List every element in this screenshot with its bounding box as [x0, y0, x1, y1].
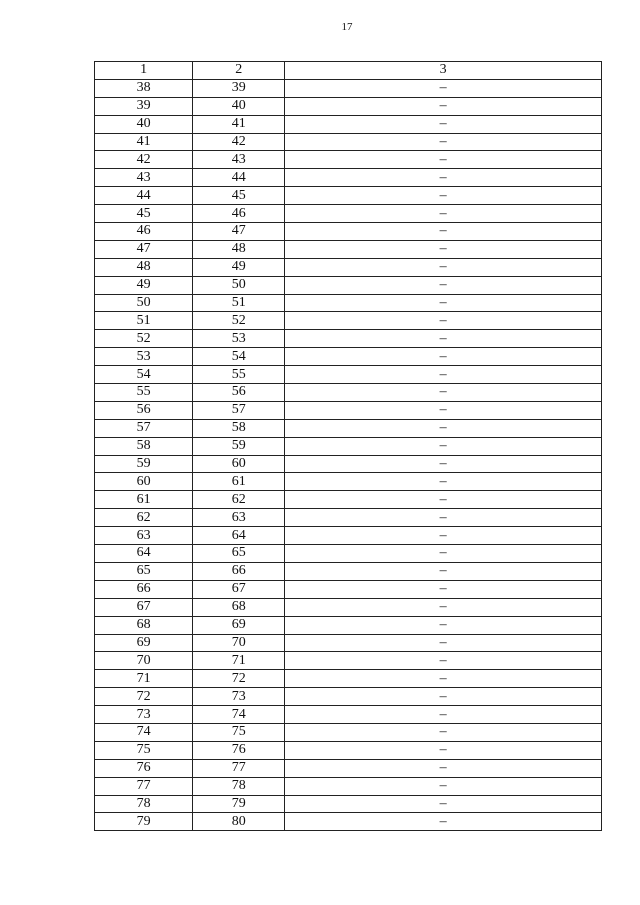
table-cell-col-2: 78 — [193, 777, 285, 795]
table-cell-col-1: 63 — [95, 527, 193, 545]
table-cell-col-3: – — [285, 509, 602, 527]
table-row — [95, 294, 602, 312]
table-cell-col-2: 67 — [193, 580, 285, 598]
table-row — [95, 634, 602, 652]
table-cell-col-1: 67 — [95, 598, 193, 616]
table-cell-col-1: 52 — [95, 330, 193, 348]
table-cell-col-1: 43 — [95, 169, 193, 187]
table-row — [95, 401, 602, 419]
table-cell-col-3: – — [285, 240, 602, 258]
table-row — [95, 455, 602, 473]
table-row — [95, 562, 602, 580]
table-cell-col-1: 49 — [95, 276, 193, 294]
table-cell-col-3: – — [285, 759, 602, 777]
table-cell-col-3: – — [285, 330, 602, 348]
table-cell-col-2: 65 — [193, 545, 285, 563]
table-row — [95, 491, 602, 509]
table-row — [95, 366, 602, 384]
table-cell-col-3: – — [285, 688, 602, 706]
table-cell-col-3: – — [285, 545, 602, 563]
table-cell-col-3: – — [285, 276, 602, 294]
table-cell-col-3: – — [285, 741, 602, 759]
table-row — [95, 151, 602, 169]
table-row — [95, 741, 602, 759]
table-cell-col-3: – — [285, 455, 602, 473]
table-row — [95, 187, 602, 205]
table-row — [95, 723, 602, 741]
table-row — [95, 258, 602, 276]
table-body — [95, 79, 602, 830]
table-cell-col-3: – — [285, 79, 602, 97]
table-row — [95, 384, 602, 402]
table-cell-col-3: – — [285, 115, 602, 133]
table-row — [95, 670, 602, 688]
table-row — [95, 169, 602, 187]
table-cell-col-3: – — [285, 598, 602, 616]
table-cell-col-2: 58 — [193, 419, 285, 437]
table-cell-col-3: – — [285, 670, 602, 688]
table-cell-col-1: 64 — [95, 545, 193, 563]
data-table — [94, 61, 602, 831]
table-row — [95, 348, 602, 366]
table-cell-col-3: – — [285, 223, 602, 241]
table-cell-col-3: – — [285, 187, 602, 205]
table-cell-col-2: 71 — [193, 652, 285, 670]
table-cell-col-1: 41 — [95, 133, 193, 151]
table-cell-col-2: 57 — [193, 401, 285, 419]
table-cell-col-3: – — [285, 562, 602, 580]
table-cell-col-2: 50 — [193, 276, 285, 294]
table-row — [95, 813, 602, 831]
table-cell-col-3: – — [285, 795, 602, 813]
column-header-1: 1 — [95, 62, 193, 80]
table-cell-col-3: – — [285, 312, 602, 330]
table-row — [95, 97, 602, 115]
table-cell-col-2: 40 — [193, 97, 285, 115]
table-cell-col-2: 74 — [193, 706, 285, 724]
table-cell-col-3: – — [285, 169, 602, 187]
table-row — [95, 419, 602, 437]
table-cell-col-2: 55 — [193, 366, 285, 384]
table-cell-col-3: – — [285, 634, 602, 652]
table-cell-col-3: – — [285, 258, 602, 276]
column-header-2: 2 — [193, 62, 285, 80]
table-cell-col-2: 80 — [193, 813, 285, 831]
table-row — [95, 223, 602, 241]
table-cell-col-2: 52 — [193, 312, 285, 330]
table-cell-col-1: 72 — [95, 688, 193, 706]
table-cell-col-2: 79 — [193, 795, 285, 813]
column-header-3: 3 — [285, 62, 602, 80]
table-cell-col-1: 70 — [95, 652, 193, 670]
table-cell-col-3: – — [285, 151, 602, 169]
table-cell-col-1: 48 — [95, 258, 193, 276]
table-cell-col-2: 72 — [193, 670, 285, 688]
table-cell-col-1: 68 — [95, 616, 193, 634]
table-row — [95, 509, 602, 527]
table-row — [95, 240, 602, 258]
table-cell-col-2: 76 — [193, 741, 285, 759]
table-cell-col-2: 60 — [193, 455, 285, 473]
table-cell-col-1: 57 — [95, 419, 193, 437]
table-cell-col-1: 59 — [95, 455, 193, 473]
table-cell-col-1: 53 — [95, 348, 193, 366]
table-cell-col-3: – — [285, 652, 602, 670]
table-cell-col-2: 41 — [193, 115, 285, 133]
table-cell-col-2: 54 — [193, 348, 285, 366]
table-cell-col-2: 69 — [193, 616, 285, 634]
table-cell-col-1: 66 — [95, 580, 193, 598]
table-cell-col-1: 38 — [95, 79, 193, 97]
table-cell-col-2: 62 — [193, 491, 285, 509]
table-cell-col-2: 66 — [193, 562, 285, 580]
table-cell-col-1: 78 — [95, 795, 193, 813]
table-cell-col-2: 39 — [193, 79, 285, 97]
table-cell-col-1: 39 — [95, 97, 193, 115]
table-row — [95, 527, 602, 545]
table-cell-col-3: – — [285, 366, 602, 384]
table-cell-col-2: 59 — [193, 437, 285, 455]
table-cell-col-1: 55 — [95, 384, 193, 402]
table-cell-col-1: 46 — [95, 223, 193, 241]
table-cell-col-1: 62 — [95, 509, 193, 527]
table-row — [95, 79, 602, 97]
table-row — [95, 330, 602, 348]
table-row — [95, 205, 602, 223]
table-cell-col-1: 74 — [95, 723, 193, 741]
table-cell-col-3: – — [285, 580, 602, 598]
table-cell-col-2: 56 — [193, 384, 285, 402]
table-row — [95, 706, 602, 724]
table-cell-col-2: 53 — [193, 330, 285, 348]
table-cell-col-2: 48 — [193, 240, 285, 258]
page-number: 17 — [341, 21, 353, 33]
table-row — [95, 598, 602, 616]
table-cell-col-2: 49 — [193, 258, 285, 276]
table-cell-col-3: – — [285, 133, 602, 151]
table-cell-col-1: 54 — [95, 366, 193, 384]
table-cell-col-2: 44 — [193, 169, 285, 187]
table-row — [95, 795, 602, 813]
table-cell-col-1: 69 — [95, 634, 193, 652]
table-row — [95, 580, 602, 598]
table-cell-col-1: 56 — [95, 401, 193, 419]
table-row — [95, 652, 602, 670]
table-cell-col-1: 40 — [95, 115, 193, 133]
table-cell-col-1: 77 — [95, 777, 193, 795]
table-cell-col-3: – — [285, 723, 602, 741]
table-row — [95, 759, 602, 777]
table-cell-col-2: 45 — [193, 187, 285, 205]
table-cell-col-3: – — [285, 527, 602, 545]
table-cell-col-2: 51 — [193, 294, 285, 312]
table-cell-col-2: 75 — [193, 723, 285, 741]
table-cell-col-2: 43 — [193, 151, 285, 169]
table-cell-col-2: 61 — [193, 473, 285, 491]
table-cell-col-3: – — [285, 97, 602, 115]
table-row — [95, 312, 602, 330]
table-cell-col-1: 47 — [95, 240, 193, 258]
table-cell-col-3: – — [285, 205, 602, 223]
table-cell-col-1: 58 — [95, 437, 193, 455]
table-cell-col-1: 76 — [95, 759, 193, 777]
table-row — [95, 777, 602, 795]
table-cell-col-2: 64 — [193, 527, 285, 545]
table-cell-col-1: 61 — [95, 491, 193, 509]
table-cell-col-3: – — [285, 491, 602, 509]
table-cell-col-3: – — [285, 437, 602, 455]
table-cell-col-3: – — [285, 384, 602, 402]
table-row — [95, 473, 602, 491]
table-row — [95, 276, 602, 294]
table-cell-col-1: 71 — [95, 670, 193, 688]
table-cell-col-2: 63 — [193, 509, 285, 527]
table-cell-col-1: 42 — [95, 151, 193, 169]
table-cell-col-3: – — [285, 294, 602, 312]
table-cell-col-3: – — [285, 706, 602, 724]
table-cell-col-2: 47 — [193, 223, 285, 241]
table-cell-col-1: 75 — [95, 741, 193, 759]
table-cell-col-3: – — [285, 616, 602, 634]
table-cell-col-2: 77 — [193, 759, 285, 777]
table-cell-col-2: 70 — [193, 634, 285, 652]
table-row — [95, 437, 602, 455]
table-cell-col-1: 65 — [95, 562, 193, 580]
table-cell-col-1: 51 — [95, 312, 193, 330]
table-cell-col-3: – — [285, 777, 602, 795]
table-cell-col-2: 46 — [193, 205, 285, 223]
table-cell-col-3: – — [285, 348, 602, 366]
table-row — [95, 115, 602, 133]
table-cell-col-2: 42 — [193, 133, 285, 151]
table-row — [95, 133, 602, 151]
table-cell-col-1: 60 — [95, 473, 193, 491]
table-cell-col-3: – — [285, 401, 602, 419]
table-header-row — [95, 62, 602, 80]
table-cell-col-3: – — [285, 473, 602, 491]
table-cell-col-2: 73 — [193, 688, 285, 706]
table-cell-col-3: – — [285, 813, 602, 831]
table-cell-col-1: 79 — [95, 813, 193, 831]
table-cell-col-1: 45 — [95, 205, 193, 223]
table-cell-col-1: 50 — [95, 294, 193, 312]
table-row — [95, 545, 602, 563]
table-cell-col-1: 44 — [95, 187, 193, 205]
table-row — [95, 616, 602, 634]
table-cell-col-3: – — [285, 419, 602, 437]
table-row — [95, 688, 602, 706]
table-cell-col-2: 68 — [193, 598, 285, 616]
table-cell-col-1: 73 — [95, 706, 193, 724]
